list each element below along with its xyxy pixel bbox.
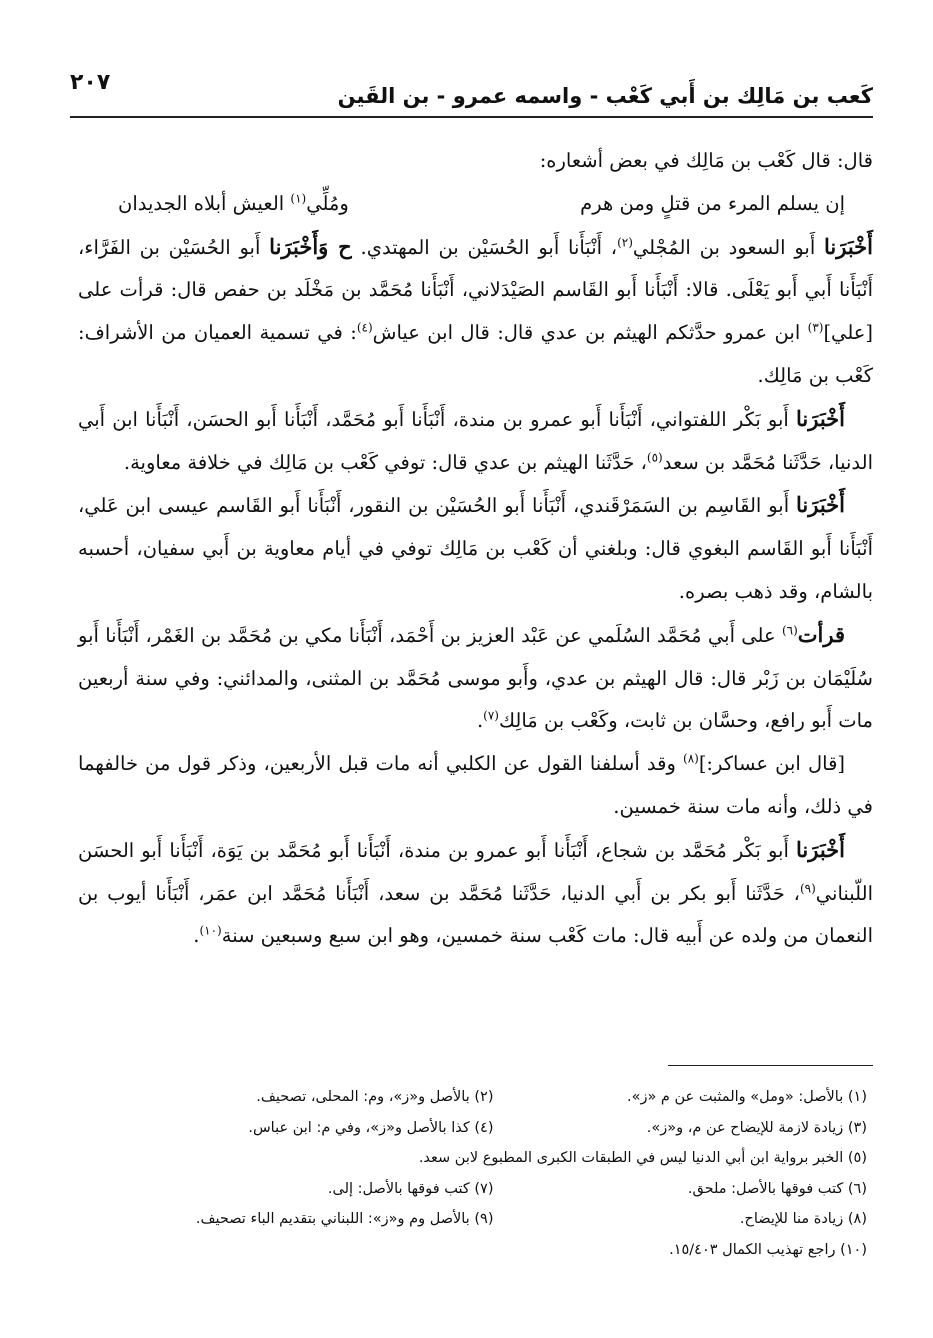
paragraph-isnad-2 [78, 398, 873, 485]
footnote-2: (٢) بالأصل و«ز»، وم: المحلى، تصحيف. [256, 1089, 494, 1105]
footnote-ref: (٤) [356, 320, 373, 335]
footnote-8: (٨) زيادة منا للإيضاح. [739, 1211, 867, 1227]
text-run: [قال ابن عساكر:] [698, 752, 845, 776]
intro-text: قال: قال كَعْب بن مَالِك في بعض أشعاره: [539, 149, 873, 172]
akhbarana-lead: أَخْبَرَنا [824, 233, 873, 259]
footnote-7: (٧) كتب فوقها بالأصل: إلى. [327, 1180, 494, 1197]
verse-text-b: العيش أبلاه الجديدان [118, 191, 291, 215]
verse-first-hemistich: إن يسلم المرء من قتلٍ ومن هرم [580, 191, 845, 215]
text-run: أَبو بَكْر مُحَمَّد بن شجاع، أَنْبَأَنا أَبو عمرو بن مندة، أَنْبَأَنا أَبو مُحَمَّد بن يَوَة، أَنْبَأَنا أَبو الحسَن اللّبناني [78, 838, 873, 905]
footnote-ref: (١٠) [199, 923, 222, 938]
footnote-row [120, 1204, 867, 1235]
text-run: أَبو القَاسِم بن السَمَرْقَندي، أَنْبَأَنا أَبو الحُسَيْن بن النقور، أَنْبَأَنا أَبو القَاسم عيسى ابن عَلي، أَنْبَأَنا أَبو القَاسم البغوي قال: وبلغني أن كَعْب بن مَالِك توفي في أيام معاوية بن أَبي سفيان، أحسبه بالشام، وقد ذهب بصره. [78, 494, 873, 603]
paragraph-isnad-3 [78, 484, 873, 613]
text-run: ، حَدَّثَنا الهيثم بن عدي قال: توفي كَعْب بن مَالِك في خلافة معاوية. [123, 450, 647, 474]
footnote-row [120, 1082, 867, 1113]
paragraph-isnad-5 [78, 829, 873, 958]
footnote-ref: (٣) [807, 320, 824, 335]
paragraph-intro [78, 140, 873, 183]
main-text [78, 140, 873, 958]
footnote-ref: (١) [290, 191, 307, 206]
footnote-ref: (٨) [683, 751, 699, 766]
footnote-row [120, 1174, 867, 1205]
poem-verse [78, 183, 873, 226]
text-run: : في تسمية العميان من الأشراف: كَعْب بن مَالِك. [78, 321, 873, 387]
header-rule [70, 116, 873, 118]
running-title: كَعب بن مَالِك بن أَبي كَعْب - واسمه عمرو - بن القَين [337, 84, 873, 108]
text-run: أَبو بَكْر اللفتواني، أَنْبَأَنا أَبو عمرو بن مندة، أَنْبَأَنا أَبو مُحَمَّد، أَنْبَأَنا أَبو الحسَن، أَنْبَأَنا ابن أَبي الدنيا، حَدَّثَنا مُحَمَّد بن سعد [78, 407, 873, 474]
paragraph-isnad-4 [78, 614, 873, 743]
text-run: ابن عمرو حدَّثكم الهيثم بن عدي قال: قال ابن عياش [372, 321, 808, 345]
text-run: ، أَنْبَأَنا أَبو الحُسَيْن بن المهتدي. [351, 235, 618, 259]
text-run: على أَبي مُحَمَّد السُلَمي عن عَبْد العزيز بن أَحْمَد، أَنْبَأَنا مكي بن مُحَمَّد بن الغَمْر، أَنْبَأَنا أَبو سُلَيْمَان بن زَبْر قال: قال الهيثم بن عدي، وأَبو موسى مُحَمَّد بن المثنى، والمدائني: وفي سنة أربعين مات أَبو رافع، وحسَّان بن ثابت، وكَعْب بن مَالِك [78, 623, 873, 733]
text-run: أَبو الحُسَيْن بن الفَرَّاء، أَنْبَأَنا أَبي أَبو يَعْلَى. قالا: أَنْبَأَنا أَبو القَاسم الصَيْدَلاني، أَنْبَأَنا مُحَمَّد بن مَخْلَد بن حفص قال: قرأت على [علي] [78, 235, 874, 345]
text-run: ، حَدَّثَنا أَبو بكر بن أَبي الدنيا، حَدَّثَنا مُحَمَّد بن سعد، أَنْبَأَنا مُحَمَّد ابن عمَر، أَنْبَأَنا أيوب بن النعمان من ولده عن أَبيه قال: مات كَعْب سنة خمسين، وهو ابن سبع وسبعين سنة [78, 881, 873, 948]
footnote-3: (٣) زيادة لازمة للإيضاح عن م، و«ز». [646, 1119, 867, 1136]
verse-text-a: ومُلِّي [306, 191, 349, 215]
text-run: . [476, 709, 484, 733]
footnotes [120, 1082, 867, 1265]
footnote-ref: (٩) [799, 881, 816, 896]
paragraph-isnad-1 [78, 226, 873, 398]
akhbarana-lead: أَخْبَرَنا [796, 405, 845, 431]
footnote-4: (٤) كذا بالأصل و«ز»، وفي م: ابن عباس. [248, 1119, 494, 1136]
footnote-ref: (٥) [646, 450, 663, 465]
page-number: ٢٠٧ [70, 70, 111, 95]
akhbarana-lead: أَخْبَرَنا [796, 492, 845, 518]
footnote-9: (٩) بالأصل وم و«ز»: اللبناني بتقديم الباء تصحيف. [195, 1211, 494, 1227]
footnote-ref: (٢) [617, 235, 633, 250]
footnote-5: (٥) الخبر برواية ابن أبي الدنيا ليس في الطبقات الكبرى المطبوع لابن سعد. [418, 1150, 867, 1166]
footnote-10: (١٠) راجع تهذيب الكمال ١٥/٤٠٣. [669, 1241, 867, 1258]
paragraph-ibn-asakir [78, 743, 873, 829]
text-run: أَبو السعود بن المُجْلي [632, 235, 824, 259]
footnote-1: (١) بالأصل: «ومل» والمثبت عن م «ز». [626, 1089, 867, 1105]
verse-second-hemistich [118, 183, 349, 226]
akhbarana-lead: ح وَأَخْبَرَنا [269, 233, 352, 259]
qaratu-lead: قرأت [797, 621, 845, 647]
text-run: . [193, 924, 200, 948]
footnote-row [120, 1113, 867, 1144]
footnote-6: (٦) كتب فوقها بالأصل: ملحق. [687, 1180, 867, 1197]
akhbarana-lead: أَخْبَرَنا [796, 836, 845, 862]
page-header [70, 58, 873, 114]
text-run: وقد أسلفنا القول عن الكلبي أنه مات قبل الأربعين، وذكر قول من خالفهما في ذلك، وأنه مات سنة خمسين. [78, 752, 873, 818]
footnote-ref: (٦) [781, 623, 798, 638]
footnote-rule [668, 1065, 873, 1066]
footnote-ref: (٧) [483, 708, 499, 723]
